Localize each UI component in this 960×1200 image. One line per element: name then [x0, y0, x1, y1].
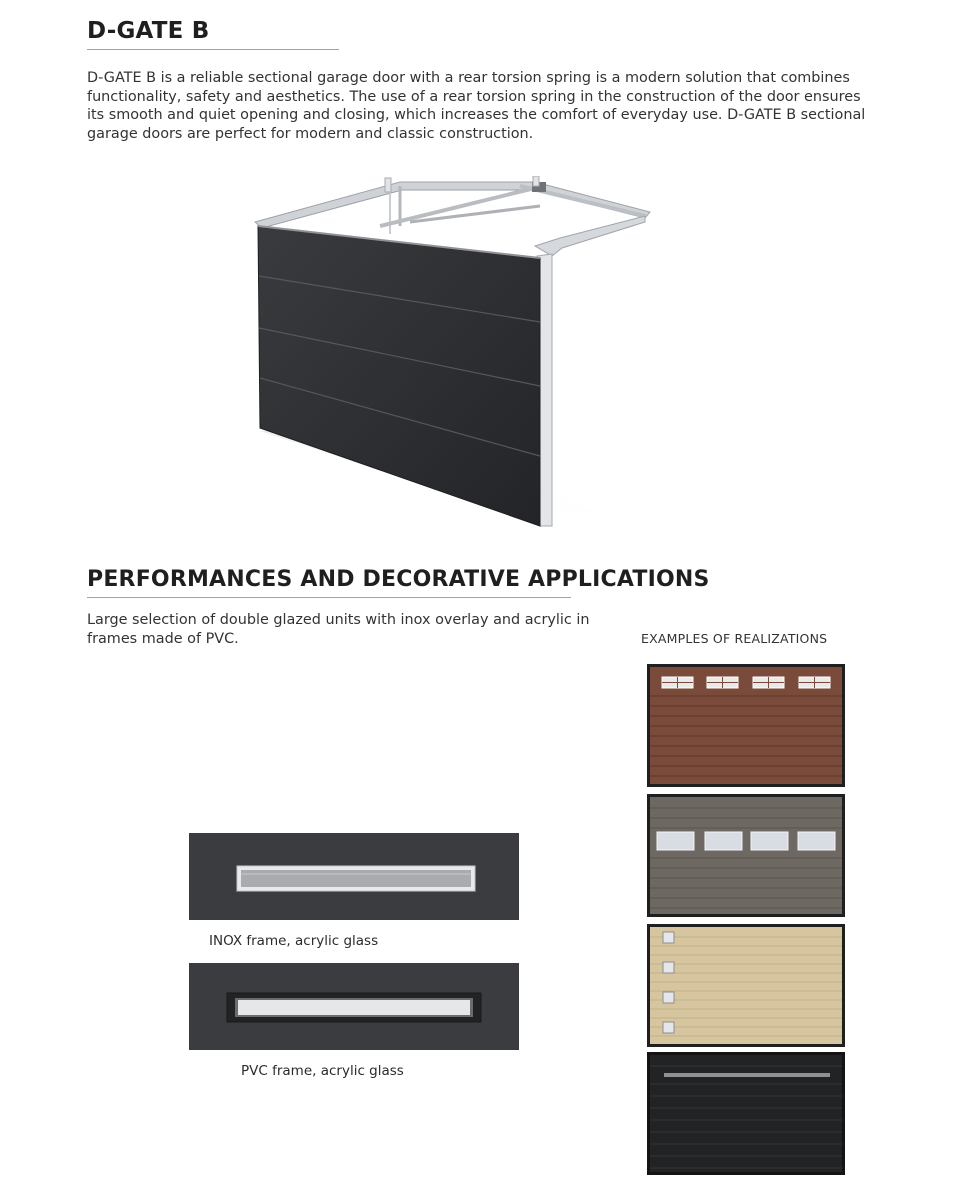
title-underline	[87, 49, 339, 50]
section-title-dgate-b: D-GATE B	[87, 18, 210, 44]
performances-paragraph: Large selection of double glazed units with inox overlay and acrylic in frames made of PVC.	[87, 612, 590, 647]
example-brown-door	[647, 664, 845, 787]
inox-frame-swatch	[189, 833, 519, 920]
inox-frame-caption: INOX frame, acrylic glass	[209, 933, 379, 949]
section-underline	[87, 597, 571, 598]
example-beige-door	[647, 924, 845, 1047]
pvc-frame-caption: PVC frame, acrylic glass	[241, 1063, 404, 1079]
section-title-performances: PERFORMANCES AND DECORATIVE APPLICATIONS	[87, 567, 710, 592]
intro-paragraph: D-GATE B is a reliable sectional garage door with a rear torsion spring is a modern solution that combines functionality, safety and aesthetics. The use of a rear torsion spring in the construction of the door ensures its smooth and quiet opening and closing, which increases the comfort of everyday use. D-GATE B sectional garage doors are perfect for modern and classic construction.	[87, 70, 866, 142]
example-grey-door	[647, 794, 845, 917]
garage-door-hero-image	[250, 176, 660, 546]
examples-heading: EXAMPLES OF REALIZATIONS	[641, 631, 828, 646]
pvc-frame-swatch	[189, 963, 519, 1050]
example-black-door	[647, 1052, 845, 1175]
